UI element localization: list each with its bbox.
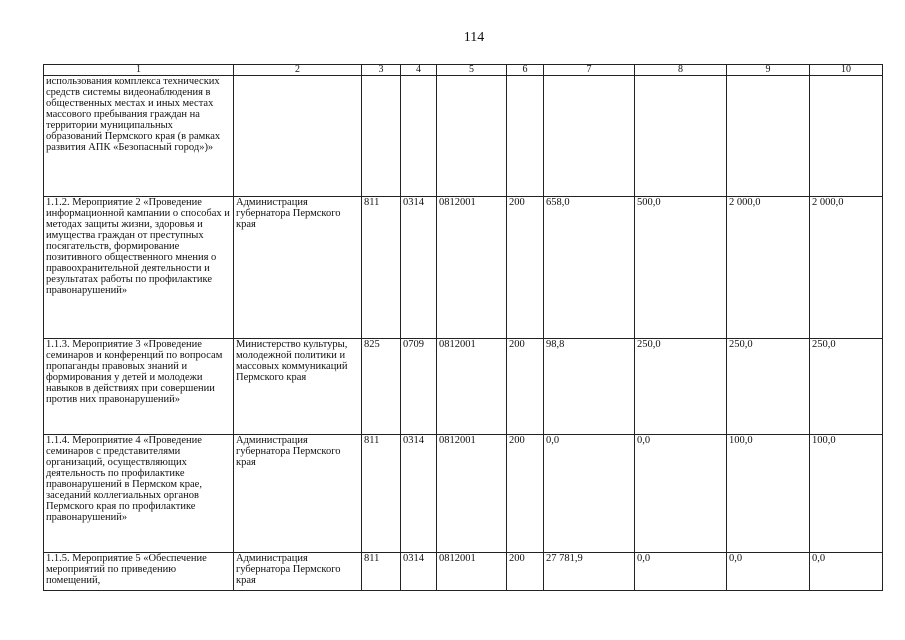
expense-type-cell: 200 <box>507 435 544 553</box>
target-article-cell <box>437 76 507 197</box>
target-article-cell: 0812001 <box>437 435 507 553</box>
amount-cell-9: 250,0 <box>727 339 810 435</box>
amount-cell-7: 98,8 <box>544 339 635 435</box>
amount-cell-7: 658,0 <box>544 197 635 339</box>
code-cell: 811 <box>362 197 401 339</box>
activity-name-cell: использования комплекса технических средств системы видеонаблюдения в общественных местах и иных местах массового пребывания граждан на территории муниципальных образований Пермского края (в рамках развития АПК «Безопасный город»)» <box>44 76 234 197</box>
amount-cell-8 <box>635 76 727 197</box>
code-cell: 811 <box>362 553 401 591</box>
expense-type-cell: 200 <box>507 197 544 339</box>
column-header: 7 <box>544 65 635 76</box>
section-cell: 0709 <box>401 339 437 435</box>
executor-cell: Администрация губернатора Пермского края <box>234 197 362 339</box>
executor-cell: Министерство культуры, молодежной политики и массовых коммуникаций Пермского края <box>234 339 362 435</box>
column-header: 1 <box>44 65 234 76</box>
target-article-cell: 0812001 <box>437 339 507 435</box>
table-row <box>44 339 883 435</box>
expense-type-cell <box>507 76 544 197</box>
target-article-cell: 0812001 <box>437 553 507 591</box>
section-cell: 0314 <box>401 197 437 339</box>
section-cell: 0314 <box>401 553 437 591</box>
budget-table <box>43 64 883 591</box>
amount-cell-10: 0,0 <box>810 553 883 591</box>
code-cell: 811 <box>362 435 401 553</box>
activity-name-cell: 1.1.4. Мероприятие 4 «Проведение семинаров с представителями организаций, осуществляющих деятельность по профилактике правонарушений в Пермском крае, заседаний коллегиальных органов Пермского края по профилактике правонарушений» <box>44 435 234 553</box>
amount-cell-8: 500,0 <box>635 197 727 339</box>
executor-cell <box>234 76 362 197</box>
amount-cell-9: 0,0 <box>727 553 810 591</box>
column-header: 6 <box>507 65 544 76</box>
activity-name-cell: 1.1.3. Мероприятие 3 «Проведение семинаров и конференций по вопросам пропаганды правовых знаний и формирования у детей и молодежи навыков в действиях при совершении против них правонарушений» <box>44 339 234 435</box>
column-header: 2 <box>234 65 362 76</box>
column-header: 8 <box>635 65 727 76</box>
amount-cell-7 <box>544 76 635 197</box>
code-cell: 825 <box>362 339 401 435</box>
amount-cell-8: 0,0 <box>635 553 727 591</box>
amount-cell-10 <box>810 76 883 197</box>
column-header: 4 <box>401 65 437 76</box>
amount-cell-9 <box>727 76 810 197</box>
table-row <box>44 553 883 591</box>
amount-cell-10: 100,0 <box>810 435 883 553</box>
table-row <box>44 76 883 197</box>
amount-cell-8: 250,0 <box>635 339 727 435</box>
amount-cell-8: 0,0 <box>635 435 727 553</box>
table-row <box>44 197 883 339</box>
amount-cell-9: 2 000,0 <box>727 197 810 339</box>
table-header-row <box>44 65 883 76</box>
column-header: 9 <box>727 65 810 76</box>
column-header: 10 <box>810 65 883 76</box>
activity-name-cell: 1.1.5. Мероприятие 5 «Обеспечение мероприятий по приведению помещений, <box>44 553 234 591</box>
expense-type-cell: 200 <box>507 339 544 435</box>
expense-type-cell: 200 <box>507 553 544 591</box>
activity-name-cell: 1.1.2. Мероприятие 2 «Проведение информационной кампании о способах и методах защиты жизни, здоровья и имущества граждан от преступных посягательств, формирование позитивного общественного мнения о правоохранительной деятельности и результатах работы по профилактике правонарушений» <box>44 197 234 339</box>
column-header: 3 <box>362 65 401 76</box>
amount-cell-7: 27 781,9 <box>544 553 635 591</box>
amount-cell-10: 250,0 <box>810 339 883 435</box>
target-article-cell: 0812001 <box>437 197 507 339</box>
table-row <box>44 435 883 553</box>
amount-cell-9: 100,0 <box>727 435 810 553</box>
amount-cell-10: 2 000,0 <box>810 197 883 339</box>
code-cell <box>362 76 401 197</box>
column-header: 5 <box>437 65 507 76</box>
section-cell <box>401 76 437 197</box>
amount-cell-7: 0,0 <box>544 435 635 553</box>
section-cell: 0314 <box>401 435 437 553</box>
executor-cell: Администрация губернатора Пермского края <box>234 435 362 553</box>
executor-cell: Администрация губернатора Пермского края <box>234 553 362 591</box>
page-number: 114 <box>463 30 485 45</box>
